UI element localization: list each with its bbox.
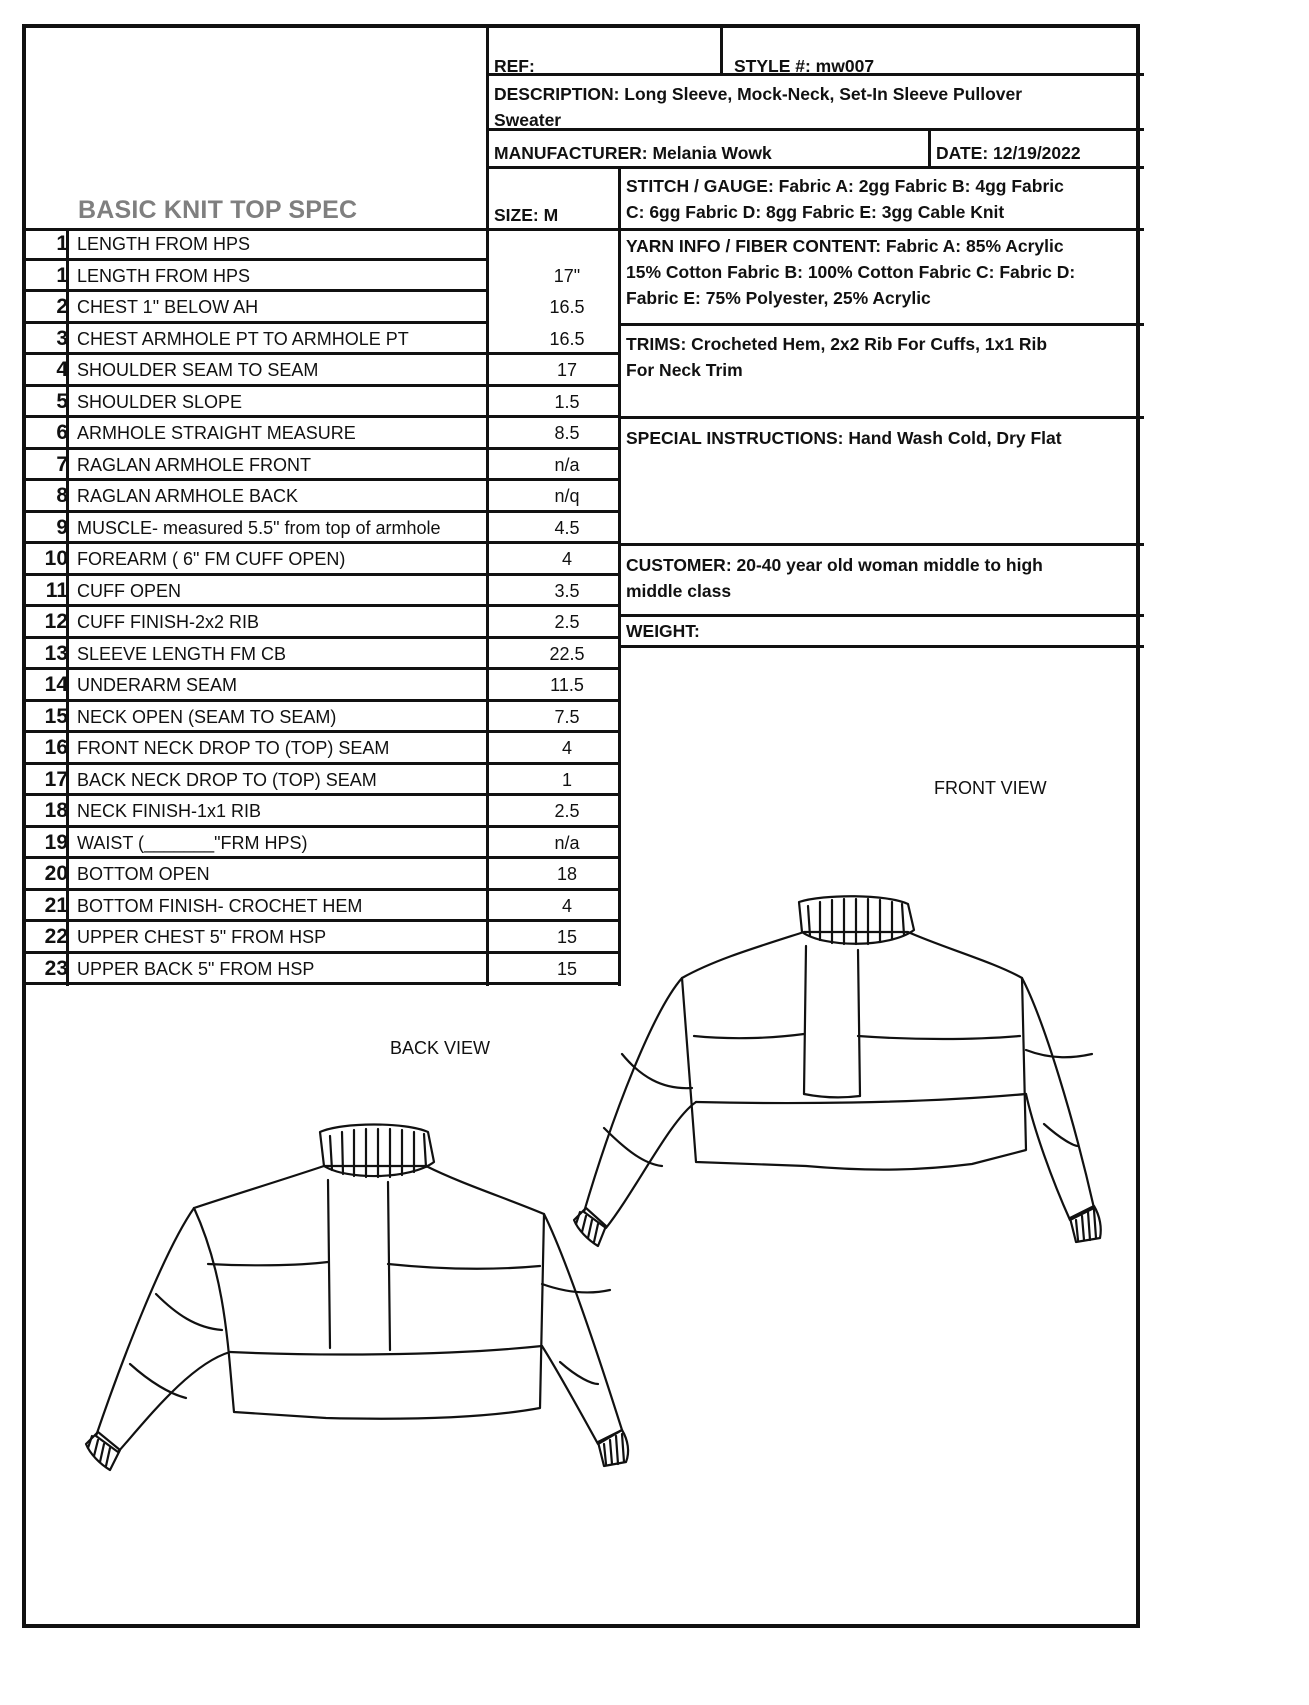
measurement-value: n/a (554, 454, 580, 475)
measurement-label: RAGLAN ARMHOLE FRONT (77, 454, 312, 475)
back-view-label: BACK VIEW (390, 1038, 491, 1058)
manufacturer: MANUFACTURER: Melania Wowk (494, 143, 772, 163)
measurement-value: 17" (553, 265, 581, 286)
description-line-2: Sweater (494, 110, 562, 130)
front-view-sweater-drawing (574, 890, 1134, 1310)
info-line-3 (618, 543, 1144, 546)
header-line-2 (486, 128, 1144, 131)
yarn-info-line-1: YARN INFO / FIBER CONTENT: Fabric A: 85% Acrylic (626, 236, 1064, 256)
table-row (26, 291, 620, 323)
measurement-value: 1 (561, 769, 572, 790)
measurement-label: LENGTH FROM HPS (77, 234, 251, 254)
measurement-label: BOTTOM OPEN (77, 864, 210, 884)
table-row (26, 417, 620, 449)
table-row (26, 512, 620, 544)
table-row (26, 921, 620, 953)
table-row (26, 827, 620, 859)
measurement-value: 7.5 (554, 706, 580, 727)
table-row (26, 890, 620, 922)
table-row (26, 386, 620, 418)
row-number: 20 (44, 862, 68, 885)
measurement-label: SHOULDER SEAM TO SEAM (77, 360, 319, 380)
measurement-value: 15 (556, 927, 578, 947)
spec-sheet (22, 24, 1140, 1628)
row-number: 5 (56, 389, 68, 413)
measurement-label: SHOULDER SLOPE (77, 391, 243, 412)
row-number: 1 (56, 263, 68, 287)
measurement-label: UPPER BACK 5" FROM HSP (77, 958, 315, 979)
row-number: 4 (56, 358, 68, 381)
measurement-label: FRONT NECK DROP TO (TOP) SEAM (77, 738, 390, 758)
row-number: 1 (56, 232, 68, 255)
measurement-label: UNDERARM SEAM (77, 675, 238, 695)
table-row (26, 953, 620, 985)
weight: WEIGHT: (626, 621, 700, 641)
measurement-value: 8.5 (554, 423, 580, 443)
size: SIZE: M (494, 205, 559, 225)
row-number: 15 (44, 704, 68, 728)
table-row (26, 449, 620, 481)
row-number: 3 (56, 326, 68, 350)
stitch-gauge-line-1: STITCH / GAUGE: Fabric A: 2gg Fabric B: 4gg Fabric (626, 176, 1064, 196)
measurement-value: 17 (556, 360, 578, 380)
measurement-value: 15 (556, 958, 578, 979)
measurement-label: CHEST ARMHOLE PT TO ARMHOLE PT (77, 328, 409, 349)
style-number: STYLE #: mw007 (734, 56, 875, 76)
measurement-label: NECK OPEN (SEAM TO SEAM) (77, 706, 337, 727)
measurement-label: CUFF FINISH-2x2 RIB (77, 612, 260, 632)
table-row (26, 543, 620, 575)
measurement-value: 16.5 (549, 297, 585, 317)
measurement-value: n/q (554, 486, 580, 506)
info-line-2 (618, 416, 1144, 419)
ref-field: REF: (494, 56, 535, 76)
table-row (26, 606, 620, 638)
measurement-value: 16.5 (549, 328, 585, 349)
info-line-5 (618, 645, 1144, 648)
row-number: 8 (56, 484, 68, 507)
measurement-label: BACK NECK DROP TO (TOP) SEAM (77, 769, 377, 790)
date: DATE: 12/19/2022 (936, 143, 1081, 163)
yarn-info-line-3: Fabric E: 75% Polyester, 25% Acrylic (626, 288, 931, 308)
measurement-value: 11.5 (550, 675, 584, 695)
description-line-1: DESCRIPTION: Long Sleeve, Mock-Neck, Set-In Sleeve Pullover (494, 84, 1023, 104)
stitch-gauge-line-2: C: 6gg Fabric D: 8gg Fabric E: 3gg Cable Knit (626, 202, 1005, 222)
measurement-value: 4 (561, 738, 572, 758)
header-line-3 (486, 166, 1144, 169)
trims-line-2: For Neck Trim (626, 360, 743, 380)
table-row (26, 228, 620, 260)
row-number: 17 (44, 767, 68, 791)
table-row (26, 669, 620, 701)
measurement-label: LENGTH FROM HPS (77, 265, 251, 286)
measurement-value: 4.5 (554, 517, 580, 538)
measurement-value: 2.5 (554, 612, 580, 632)
row-number: 13 (44, 641, 68, 665)
measurement-label: SLEEVE LENGTH FM CB (77, 643, 287, 664)
page-title: BASIC KNIT TOP SPEC (78, 196, 358, 224)
manufacturer-date-divider (928, 128, 931, 168)
measurement-value: 2.5 (554, 801, 580, 821)
measurement-label: CHEST 1" BELOW AH (77, 297, 259, 317)
table-row (26, 260, 620, 292)
back-view-sweater-drawing (66, 1118, 626, 1538)
table-row (26, 858, 620, 890)
measurement-value: 3.5 (554, 580, 580, 601)
measurement-label: RAGLAN ARMHOLE BACK (77, 486, 299, 506)
row-number: 22 (44, 925, 68, 948)
measurement-label: CUFF OPEN (77, 580, 182, 601)
front-view-label: FRONT VIEW (934, 778, 1047, 798)
ref-style-divider (720, 28, 723, 75)
info-line-1 (618, 323, 1144, 326)
measurement-label: NECK FINISH-1x1 RIB (77, 801, 262, 821)
table-row (26, 701, 620, 733)
row-number: 7 (56, 452, 68, 476)
table-row (26, 732, 620, 764)
measurement-value: 22.5 (549, 643, 585, 664)
measurement-label: WAIST (_______"FRM HPS) (77, 832, 308, 853)
measurement-label: UPPER CHEST 5" FROM HSP (77, 927, 327, 947)
row-number: 12 (44, 610, 68, 633)
table-row (26, 575, 620, 607)
trims-line-1: TRIMS: Crocheted Hem, 2x2 Rib For Cuffs, 1x1 Rib (626, 334, 1048, 354)
row-number: 21 (44, 893, 68, 917)
table-row (26, 354, 620, 386)
row-number: 10 (44, 547, 68, 570)
measurement-label: FOREARM ( 6" FM CUFF OPEN) (77, 549, 346, 569)
table-row (26, 764, 620, 796)
row-number: 11 (45, 578, 68, 602)
special-instructions: SPECIAL INSTRUCTIONS: Hand Wash Cold, Dry Flat (626, 428, 1062, 448)
row-number: 19 (44, 830, 68, 854)
yarn-info-line-2: 15% Cotton Fabric B: 100% Cotton Fabric C: Fabric D: (626, 262, 1076, 282)
measurement-value: 1.5 (554, 391, 580, 412)
table-row (26, 480, 620, 512)
row-number: 16 (44, 736, 68, 759)
customer-line-2: middle class (626, 581, 732, 601)
customer-line-1: CUSTOMER: 20-40 year old woman middle to high (626, 555, 1043, 575)
measurement-label: MUSCLE- measured 5.5" from top of armhole (77, 517, 441, 538)
row-number: 14 (44, 673, 68, 696)
row-number: 6 (56, 421, 68, 444)
table-row (26, 323, 620, 355)
row-divider (26, 982, 486, 985)
table-row (26, 638, 620, 670)
info-line-4 (618, 614, 1144, 617)
measurement-label: ARMHOLE STRAIGHT MEASURE (77, 423, 356, 443)
measurement-label: BOTTOM FINISH- CROCHET HEM (77, 895, 363, 916)
table-row (26, 795, 620, 827)
row-number: 18 (44, 799, 68, 822)
row-number: 23 (44, 956, 68, 980)
measurement-value: 18 (556, 864, 578, 884)
measurement-value: 4 (561, 895, 572, 916)
row-number: 2 (56, 295, 68, 318)
measurement-table (26, 228, 620, 986)
measurement-value: n/a (554, 832, 580, 853)
measurement-value: 4 (561, 549, 572, 569)
row-number: 9 (56, 515, 68, 539)
